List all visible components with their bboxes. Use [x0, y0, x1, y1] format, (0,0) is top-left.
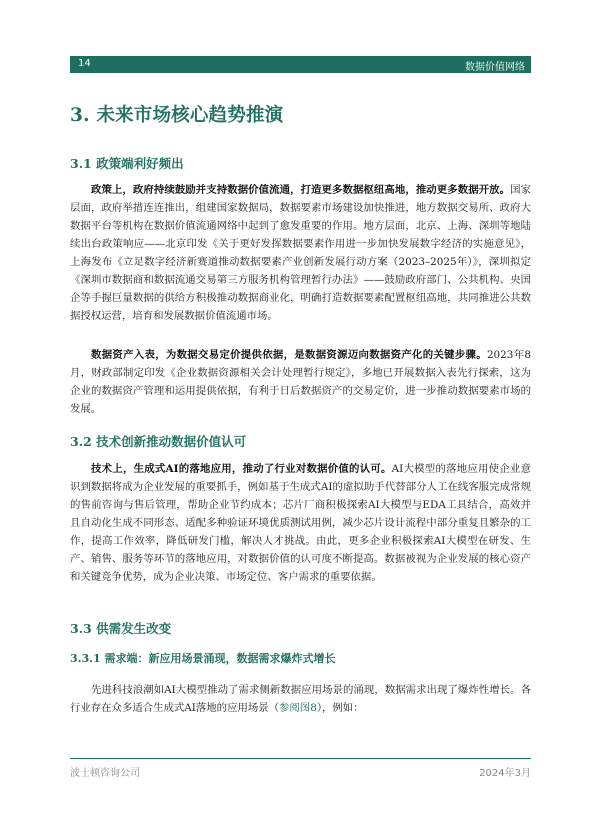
footer-date: 2024年3月 [479, 768, 531, 779]
paragraph-demand-body: 先进科技浪潮如AI大模型推动了需求侧新数据应用场景的涌现，数据需求出现了爆炸性增长。各行业存在众多适合生成式AI落地的应用场景（ [70, 684, 531, 714]
heading-3-3-1: 3.3.1 需求端：新应用场景涌现，数据需求爆炸式增长 [70, 652, 336, 665]
paragraph-data-assets-lead: 数据资产入表，为数据交易定价提供依据，是数据资源迈向数据资产化的关键步骤。 [91, 349, 487, 361]
heading-3-2: 3.2 技术创新推动数据价值认可 [70, 434, 247, 449]
heading-3-1: 3.1 政策端利好频出 [70, 156, 184, 171]
footer-company: 波士顿咨询公司 [70, 768, 140, 779]
paragraph-policy [70, 181, 531, 325]
heading-3-3: 3.3 供需发生改变 [70, 621, 172, 636]
paragraph-technology-body: AI大模型的落地应用使企业意识到数据将成为企业发展的重要抓手，例如基于生成式AI的虚拟助手代替部分人工在线客服完成常规的售前咨询与售后管理，帮助企业节约成本；芯片厂商积极探索AI大模型与EDA工具结合，高效并且自动化生成不同形态、适配多种验证环境优质测试用例，减少芯片设计流程中部分重复且繁杂的工作，提高工作效率，降低研发门槛，解决人才挑战。由此，更多企业积极探索AI大模型在研发、生产、销售、服务等环节的落地应用，对数据价值的认可度不断提高。数据被视为企业发展的核心资产和关键竞争优势，成为企业决策、市场定位、客户需求的重要依据。 [70, 463, 532, 583]
paragraph-data-assets [70, 346, 531, 418]
paragraph-data-assets-body: 2023年8月，财政部制定印发《企业数据资源相关会计处理暂行规定》，多地已开展数据入表先行探索，这为企业的数据资产管理和运用提供依据，有利于日后数据资产的交易定价，进一步推动数据要素市场的发展。 [70, 349, 532, 415]
paragraph-technology [70, 460, 531, 586]
paragraph-policy-body: 国家层面，政府举措连连推出，组建国家数据局，数据要素市场建设加快推进，地方数据交易所、政府大数据平台等机构在数据价值流通网络中起到了愈发重要的作用。地方层面，北京、上海、深圳等地陆续出台政策响应——北京印发《关于更好发挥数据要素作用进一步加快发展数字经济的实施意见》，上海发布《立足数字经济新赛道推动数据要素产业创新发展行动方案（2023–2025年）》，深圳拟定《深圳市数据商和数据流通交易第三方服务机构管理暂行办法》——鼓励政府部门、公共机构、央国企等手握巨量数据的供给方积极推动数据商业化，明确打造数据要素配置枢纽高地，共同推进公共数据授权运营，培育和发展数据价值流通市场。 [70, 184, 532, 322]
page-header-bar [70, 56, 531, 73]
paragraph-demand [70, 681, 531, 717]
paragraph-technology-lead: 技术上，生成式AI的落地应用，推动了行业对数据价值的认可。 [91, 463, 392, 475]
section-title: 3. 未来市场核心趋势推演 [70, 105, 284, 126]
footer-divider [70, 758, 531, 759]
paragraph-demand-tail: ），例如： [316, 702, 364, 714]
page-number: 14 [78, 58, 91, 69]
paragraph-policy-lead: 政策上，政府持续鼓励并支持数据价值流通，打造更多数据枢纽高地，推动更多数据开放。 [91, 184, 511, 196]
figure-8-reference-link[interactable]: 参阅图8 [279, 702, 317, 714]
report-title: 数据价值网络 [465, 62, 525, 73]
